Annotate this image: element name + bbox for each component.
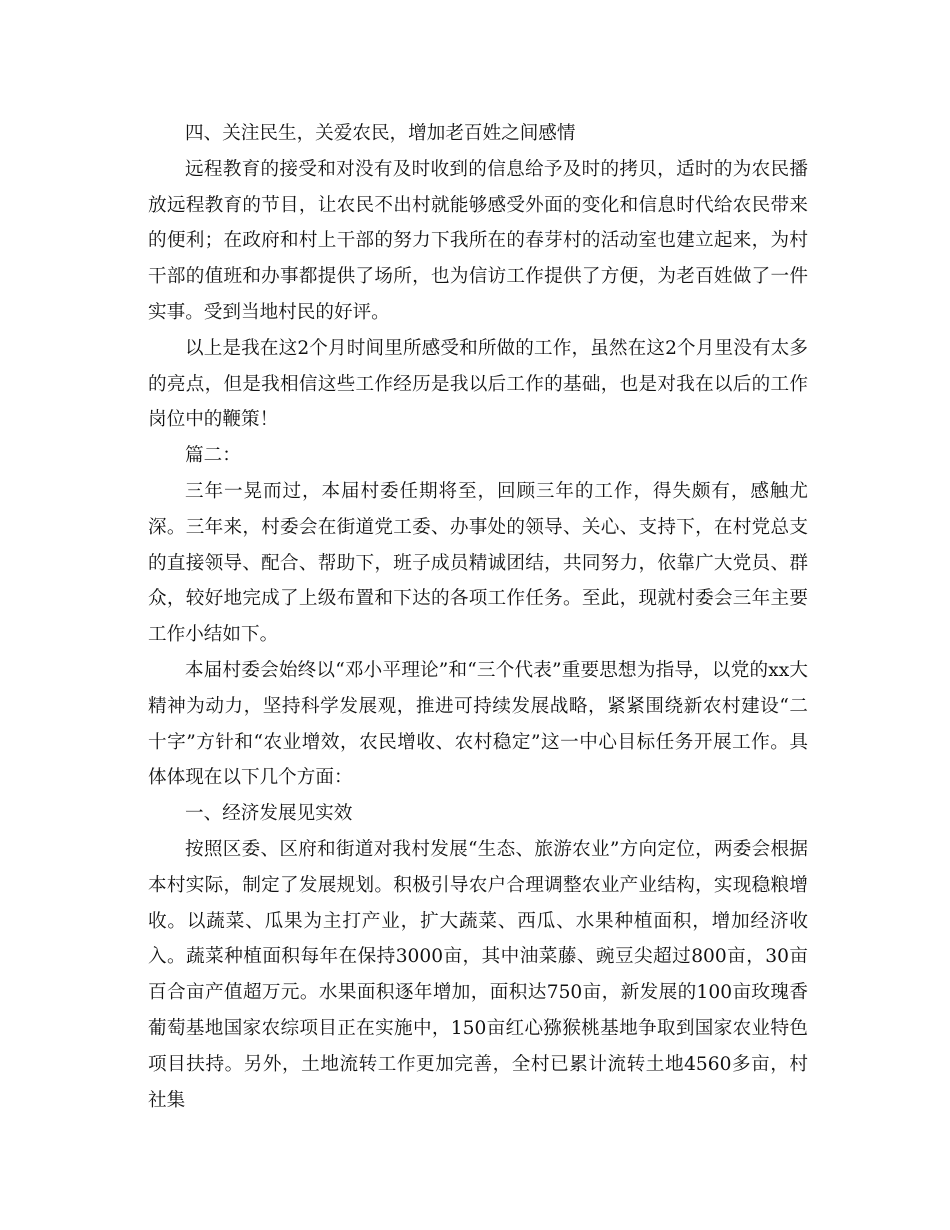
paragraph-three-years-review: 三年一晃而过，本届村委任期将至，回顾三年的工作，得失颇有，感触尤深。三年来，村委会在街道党工委、办事处的领导、关心、支持下，在村党总支的直接领导、配合、帮助下，班子成员精诚团结，共同努力，依靠广大党员、群众，较好地完成了上级布置和下达的各项工作任务。至此，现就村委会三年主要工作小结如下。 [148,480,808,646]
paragraph-agriculture-planning: 按照区委、区府和街道对我村发展“生态、旅游农业”方向定位，两委会根据本村实际，制定了发展规划。积极引导农户合理调整农业产业结构，实现稳粮增收。以蔬菜、瓜果为主打产业，扩大蔬菜、西瓜、水果种植面积，增加经济收入。蔬菜种植面积每年在保持3000亩，其中油菜藤、豌豆尖超过800亩，30亩百合亩产值超万元。水果面积逐年增加，面积达750亩，新发展的100亩玫瑰香葡萄基地国家农综项目正在实施中，150亩红心猕猴桃基地争取到国家农业特色项目扶持。另外，土地流转工作更加完善，全村已累计流转土地4560多亩，村社集 [148,838,808,1111]
document-body [148,116,808,1118]
paragraph-summary-two-months: 以上是我在这2个月时间里所感受和所做的工作，虽然在这2个月里没有太多的亮点，但是我相信这些工作经历是我以后工作的基础，也是对我在以后的工作岗位中的鞭策！ [148,337,808,431]
paragraph-remote-education: 远程教育的接受和对没有及时收到的信息给予及时的拷贝，适时的为农民播放远程教育的节目，让农民不出村就能够感受外面的变化和信息时代给农民带来的便利；在政府和村上干部的努力下我所在的春芽村的活动室也建立起来，为村干部的值班和办事都提供了场所，也为信访工作提供了方便，为老百姓做了一件实事。受到当地村民的好评。 [148,158,808,323]
section-heading-part-two: 篇二： [185,445,241,467]
section-heading-people-livelihood: 四、关注民生，关爱农民，增加老百姓之间感情 [185,123,576,144]
section-heading-economic-development: 一、经济发展见实效 [185,803,353,825]
paragraph-guiding-principles: 本届村委会始终以“邓小平理论”和“三个代表”重要思想为指导，以党的xx大精神为动力，坚持科学发展观，推进可持续发展战略，紧紧围绕新农村建设“二十字”方针和“农业增效，农民增收、农村稳定”这一中心目标任务开展工作。具体体现在以下几个方面： [148,659,808,789]
